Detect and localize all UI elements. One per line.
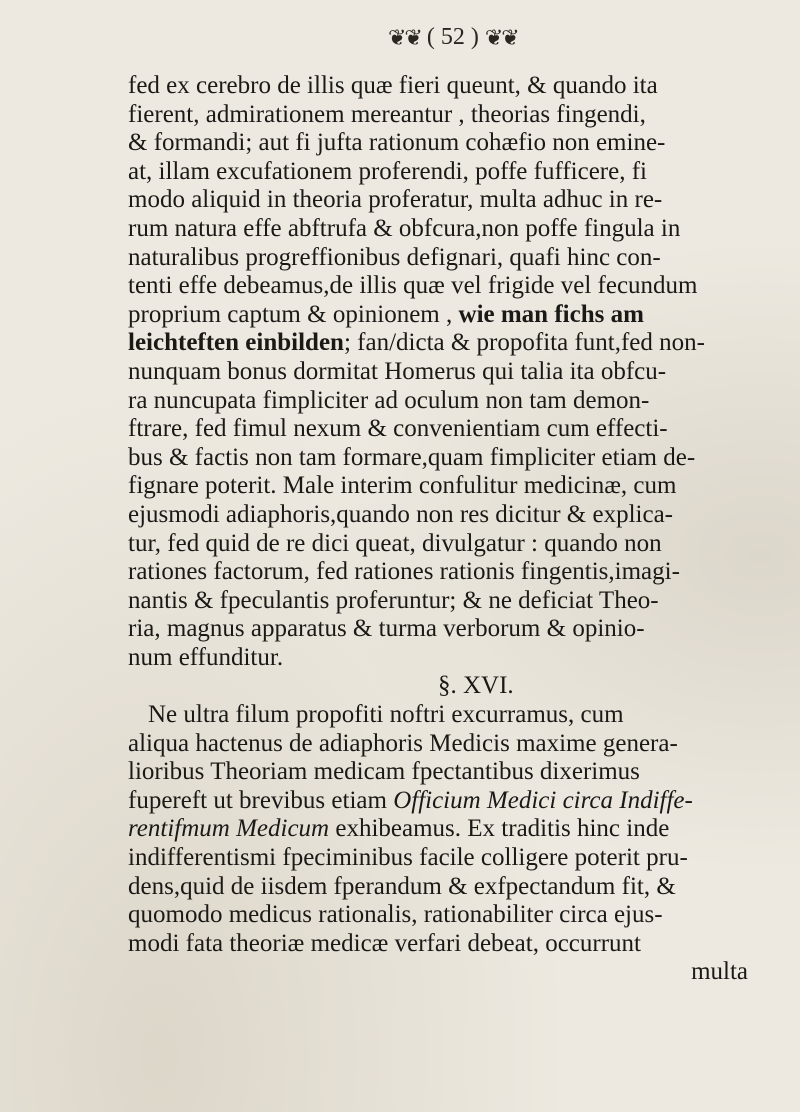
text-line: quomodo medicus rationalis, rationabiliter circa ejus- — [128, 901, 663, 929]
text-line: modi fata theoriæ medicæ verfari debeat, occurrunt — [128, 929, 641, 957]
page-number: ( 52 ) — [426, 24, 479, 50]
text-line: indifferentismi fpeciminibus facile colligere poterit pru- — [128, 844, 688, 872]
ornament-right-icon: ❦❦ — [484, 24, 518, 50]
text-line: rum natura effe abftrufa & obfcura,non poffe fingula in — [128, 214, 681, 242]
text-line: rationes factorum, fed rationes rationis fingentis,imagi- — [128, 558, 680, 586]
text-line: nunquam bonus dormitat Homerus qui talia ita obfcu- — [128, 357, 667, 385]
body-text — [128, 72, 748, 987]
text-line: lioribus Theoriam medicam fpectantibus dixerimus — [128, 758, 640, 786]
text-line — [128, 329, 748, 358]
text-line: fierent, admirationem mereantur , theorias fingendi, — [128, 100, 646, 128]
ornament-left-icon: ❦❦ — [388, 24, 421, 50]
german-phrase: leichteften einbilden — [128, 329, 344, 357]
text-line: naturalibus progreffionibus defignari, quafi hinc con- — [128, 243, 661, 271]
text-line: bus & factis non tam formare,quam fimpliciter etiam de- — [128, 443, 696, 471]
text-line: ria, magnus apparatus & turma verborum & opinio- — [128, 615, 645, 643]
text-line: fed ex cerebro de illis quæ fieri queunt, & quando ita — [128, 72, 658, 99]
text-line: tur, fed quid de re dici queat, divulgatur : quando non — [128, 529, 662, 557]
german-phrase: wie man fichs am — [458, 300, 644, 328]
text-line — [128, 815, 748, 844]
text-line: modo aliquid in theoria proferatur, multa adhuc in re- — [128, 186, 663, 214]
text-segment: ; fan/dicta & propofita funt,fed non- — [343, 329, 705, 357]
text-line: Ne ultra filum propofiti noftri excurramus, cum — [148, 701, 624, 729]
text-line — [128, 787, 748, 816]
text-line: at, illam excufationem proferendi, poffe fufficere, fi — [128, 157, 647, 185]
page-header — [388, 24, 518, 51]
italic-phrase: rentifmum Medicum — [128, 815, 330, 843]
text-line: & formandi; aut fi jufta rationum cohæfio non emine- — [128, 129, 666, 157]
text-line: nantis & fpeculantis proferuntur; & ne deficiat Theo- — [128, 586, 659, 614]
text-segment: exhibeamus. Ex traditis hinc inde — [329, 815, 670, 843]
section-heading: §. XVI. — [438, 672, 514, 700]
text-line: ra nuncupata fimpliciter ad oculum non tam demon- — [128, 386, 650, 414]
text-line: aliqua hactenus de adiaphoris Medicis maxime genera- — [128, 729, 678, 757]
text-line — [128, 301, 748, 330]
text-line: num effunditur. — [128, 643, 284, 671]
text-line: ftrare, fed fimul nexum & convenientiam cum effecti- — [128, 415, 668, 443]
text-line: dens,quid de iisdem fperandum & exfpectandum fit, & — [128, 872, 676, 900]
text-segment: fupereft ut brevibus etiam — [128, 786, 394, 814]
catchword: multa — [691, 958, 748, 986]
text-line: fignare poterit. Male interim confulitur medicinæ, cum — [128, 472, 677, 500]
text-line: ejusmodi adiaphoris,quando non res dicitur & explica- — [128, 500, 674, 528]
italic-phrase: Officium Medici circa Indiffe- — [393, 786, 693, 814]
text-segment: proprium captum & opinionem , — [128, 300, 459, 328]
text-line: tenti effe debeamus,de illis quæ vel frigide vel fecundum — [128, 272, 698, 300]
